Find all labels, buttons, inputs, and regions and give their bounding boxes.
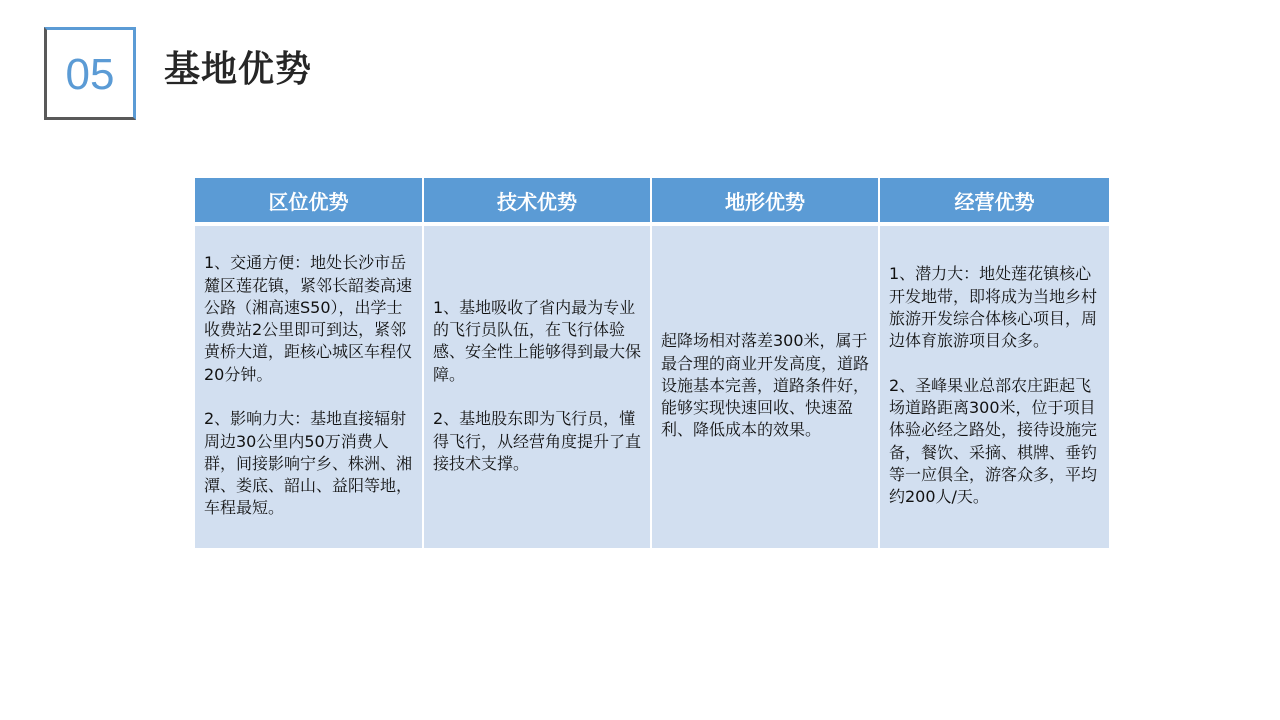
section-number-box [44, 27, 136, 120]
advantages-table [195, 178, 1109, 548]
header-location: 区位优势 [195, 178, 423, 224]
table-row [195, 224, 1109, 548]
cell-operation: 1、潜力大：地处莲花镇核心开发地带，即将成为当地乡村旅游开发综合体核心项目，周边体育旅游项目众多。 2、圣峰果业总部农庄距起飞场道路距离300米，位于项目体验必经之路处，接待设施完备，餐饮、采摘、棋牌、垂钓等一应俱全，游客众多，平均约200人/天。 [879, 224, 1109, 548]
header-operation: 经营优势 [879, 178, 1109, 224]
cell-terrain: 起降场相对落差300米，属于最合理的商业开发高度，道路设施基本完善，道路条件好，能够实现快速回收、快速盈利、降低成本的效果。 [651, 224, 879, 548]
table-header-row [195, 178, 1109, 224]
page-title: 基地优势 [164, 49, 313, 90]
cell-location: 1、交通方便：地处长沙市岳麓区莲花镇，紧邻长韶娄高速公路（湘高速S50），出学士收费站2公里即可到达，紧邻黄桥大道，距核心城区车程仅20分钟。 2、影响力大：基地直接辐射周边30公里内50万消费人群，间接影响宁乡、株洲、湘潭、娄底、韶山、益阳等地，车程最短。 [195, 224, 423, 548]
section-number: 05 [65, 50, 115, 99]
cell-technology: 1、基地吸收了省内最为专业的飞行员队伍，在飞行体验感、安全性上能够得到最大保障。 2、基地股东即为飞行员，懂得飞行，从经营角度提升了直接技术支撑。 [423, 224, 651, 548]
header-terrain: 地形优势 [651, 178, 879, 224]
header-technology: 技术优势 [423, 178, 651, 224]
